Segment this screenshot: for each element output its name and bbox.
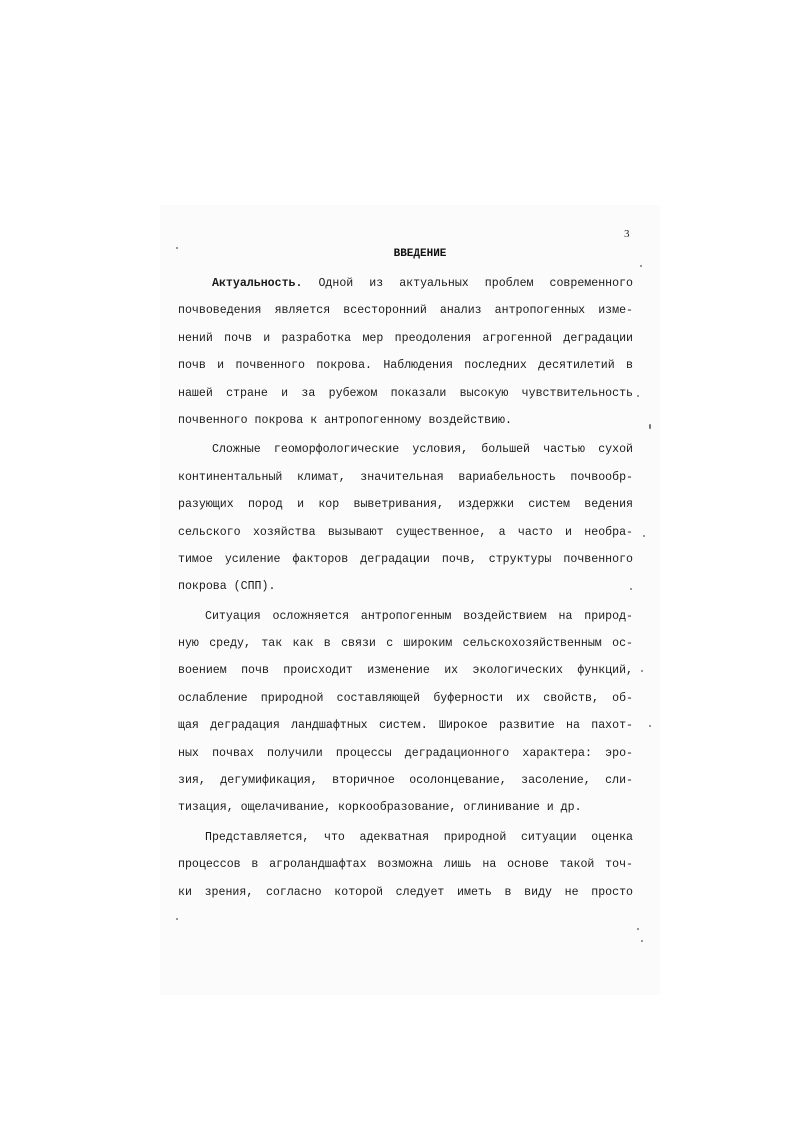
text-line: ную среду, так как в связи с широким сельскохозяйственным ос- xyxy=(178,637,633,651)
text-line: нашей стране и за рубежом показали высокую чувствительность xyxy=(178,386,633,400)
text-line: сельского хозяйства вызывают существенное, а часто и необра- xyxy=(178,525,633,539)
text-line: ных почвах получили процессы деградационного характера: эро- xyxy=(178,746,633,760)
scan-speck xyxy=(630,588,632,590)
text-line: зия, дегумификация, вторичное осолонцевание, засоление, сли- xyxy=(178,774,633,788)
text-line-content: Одной из актуальных проблем современного xyxy=(302,277,633,290)
text-line: тимое усиление факторов деградации почв, структуры почвенного xyxy=(178,552,633,566)
paragraph-situation xyxy=(178,603,633,822)
page-number: 3 xyxy=(624,228,630,240)
scan-speck xyxy=(640,265,642,267)
scan-speck xyxy=(176,247,178,249)
section-title: ВВЕДЕНИЕ xyxy=(393,248,447,260)
text-line: Ситуация осложняется антропогенным воздействием на природ- xyxy=(205,609,633,623)
paragraph-conditions xyxy=(178,436,633,600)
paragraph-lead: Актуальность. xyxy=(212,277,303,290)
text-line: континентальный климат, значительная вариабельность почвообр- xyxy=(178,470,633,484)
text-line: ки зрения, согласно которой следует иметь в виду не просто xyxy=(178,885,633,899)
scan-speck xyxy=(637,395,639,397)
text-line: щая деградация ландшафтных систем. Широкое развитие на пахот- xyxy=(178,719,633,733)
text-line: Сложные геоморфологические условия, большей частью сухой xyxy=(212,443,633,457)
text-line: покрова (СПП). xyxy=(178,580,276,594)
text-line: почв и почвенного покрова. Наблюдения последних десятилетий в xyxy=(178,359,633,373)
text-line: разующих пород и кор выветривания, издержки систем ведения xyxy=(178,498,633,512)
scan-speck xyxy=(649,424,651,429)
text-line xyxy=(178,270,633,297)
text-line: ослабление природной составляющей буферности их свойств, об- xyxy=(178,691,633,705)
scan-speck xyxy=(641,940,643,942)
scan-speck xyxy=(649,725,651,727)
text-line: нений почв и разработка мер преодоления агрогенной деградации xyxy=(178,331,633,345)
scan-speck xyxy=(637,928,639,930)
body-text xyxy=(178,270,633,906)
text-line: воением почв происходит изменение их экологических функций, xyxy=(178,664,633,678)
scan-speck xyxy=(643,535,645,537)
scan-speck xyxy=(176,918,178,920)
text-line: Представляется, что адекватная природной ситуации оценка xyxy=(205,830,633,844)
text-line: тизация, ощелачивание, коркообразование, оглинивание и др. xyxy=(178,801,582,815)
paragraph-assessment xyxy=(178,824,633,906)
text-line: почвенного покрова к антропогенному воздействию. xyxy=(178,413,512,427)
paragraph-relevance xyxy=(178,270,633,434)
scan-speck xyxy=(641,670,643,672)
text-line: почвоведения является всесторонний анализ антропогенных изме- xyxy=(178,304,633,318)
text-line: процессов в агроландшафтах возможна лишь на основе такой точ- xyxy=(178,858,633,872)
